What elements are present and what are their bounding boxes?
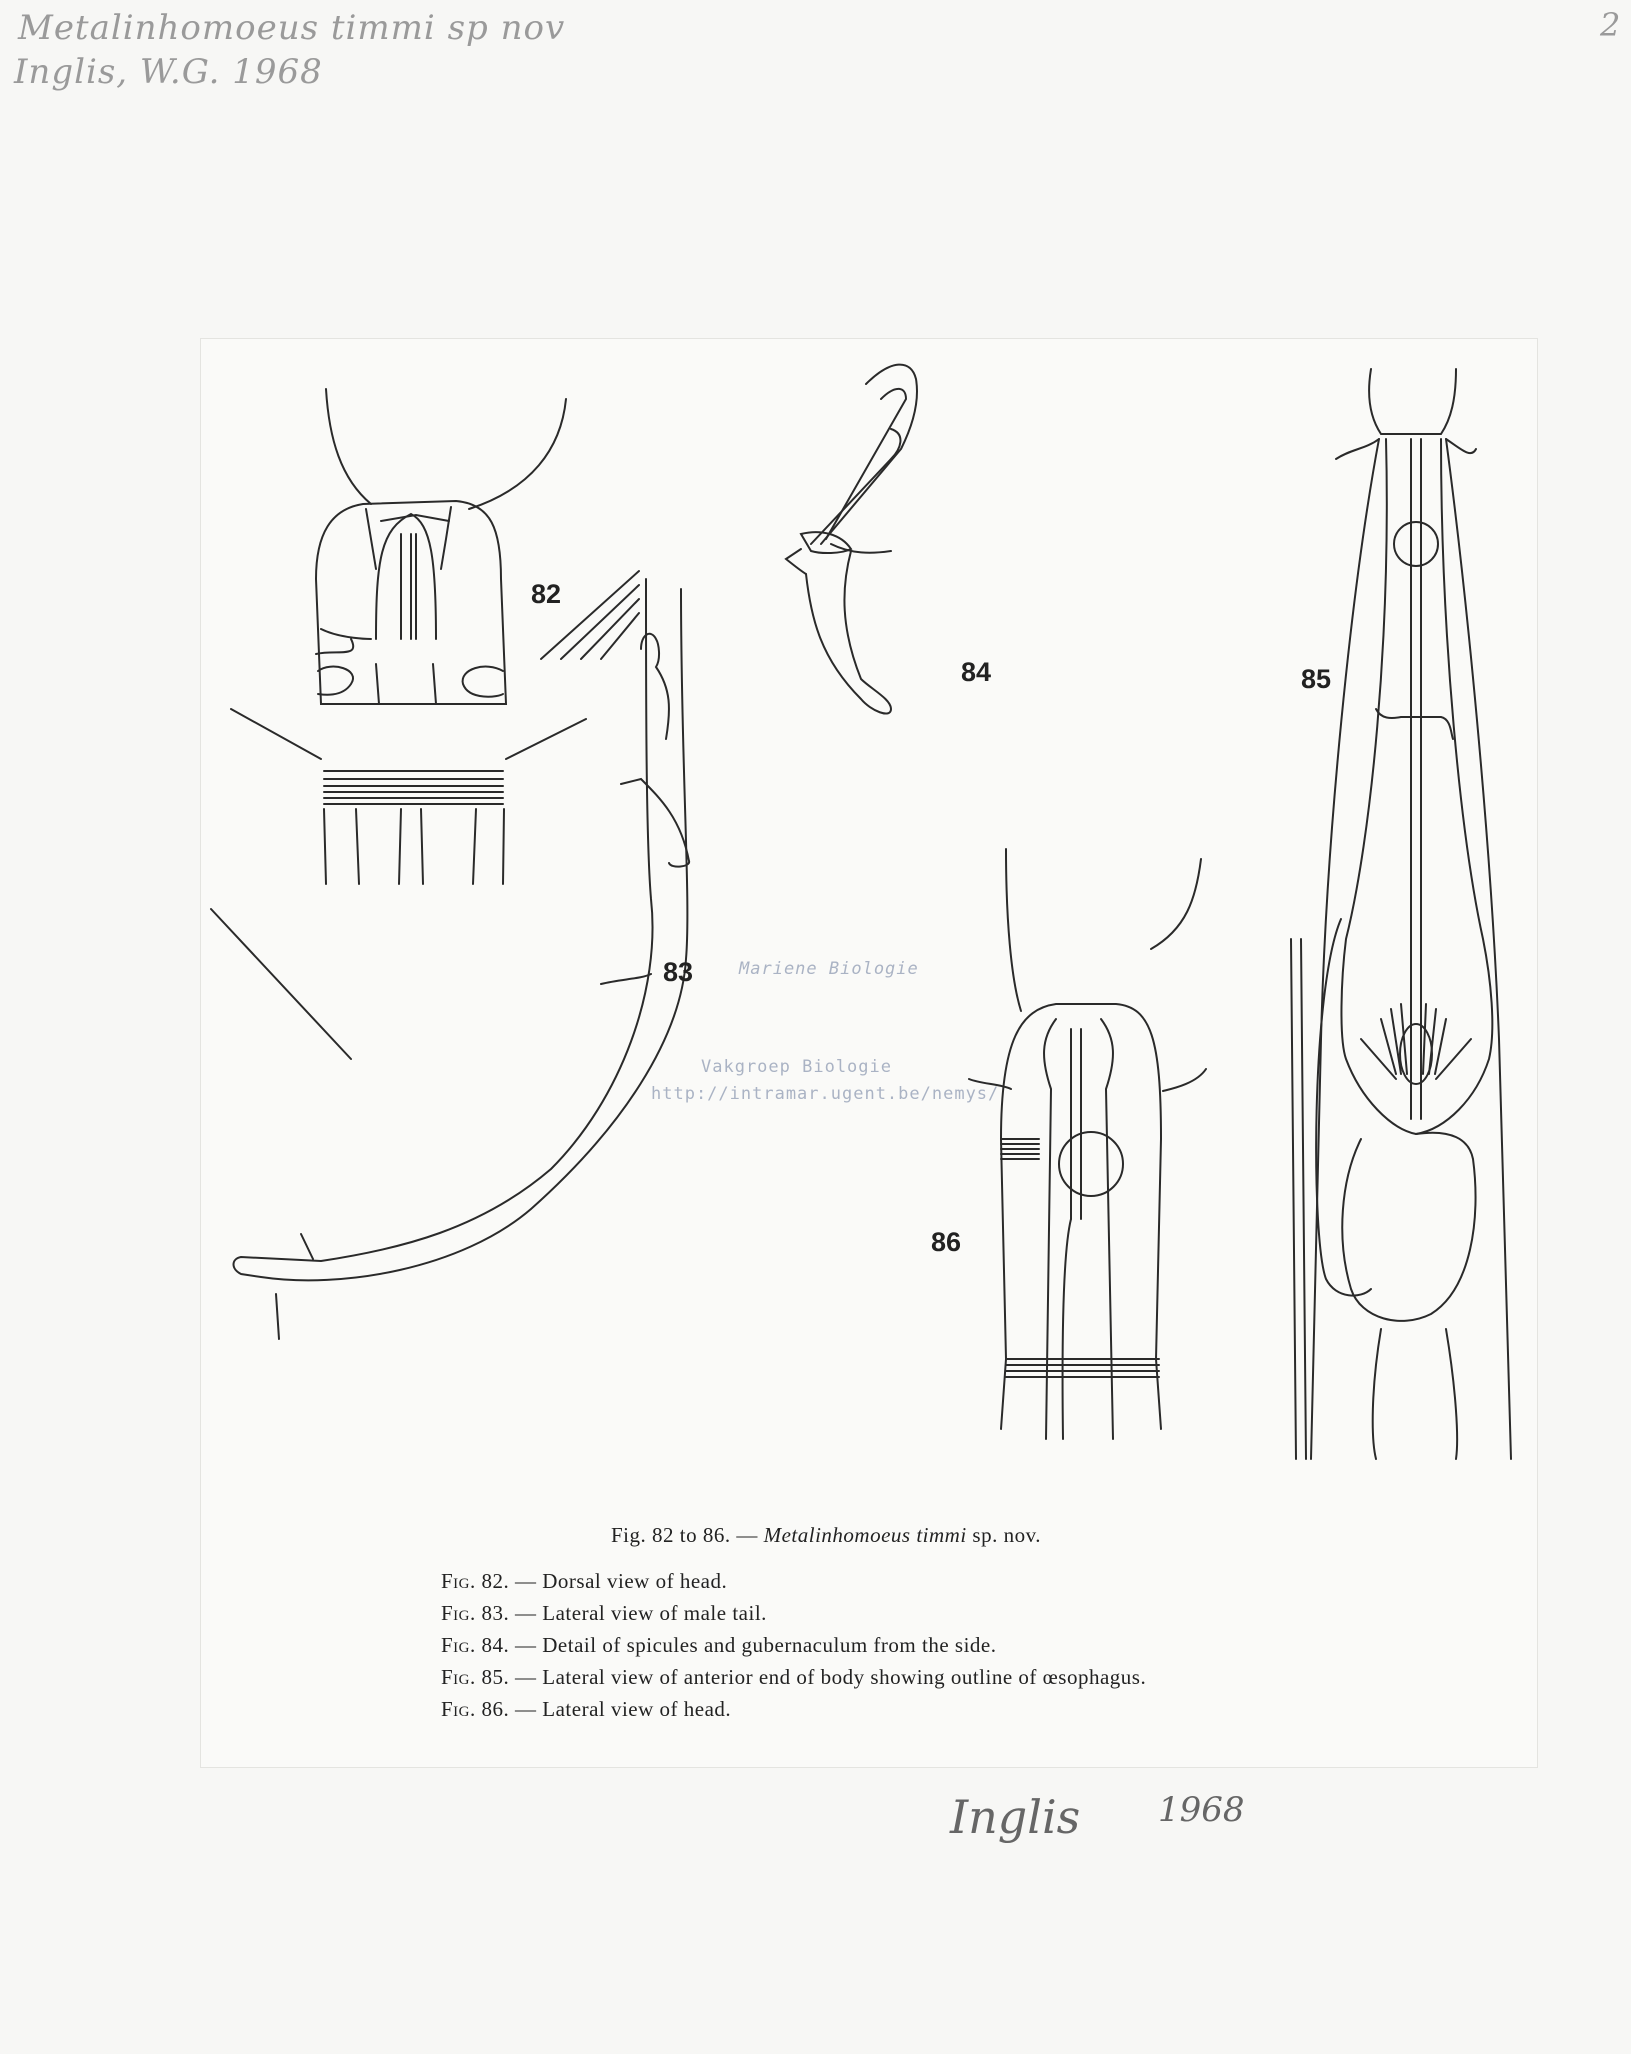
figure-plate — [200, 338, 1538, 1768]
fig84-label: 84 — [961, 657, 992, 687]
caption-heading — [611, 1519, 1441, 1551]
fig83-drawing — [211, 571, 689, 1339]
fig85-label: 85 — [1301, 664, 1332, 694]
fig83-label: 83 — [663, 957, 694, 987]
caption-heading-suffix: sp. nov. — [972, 1523, 1041, 1547]
fig84-drawing — [786, 365, 917, 714]
fig86-label: 86 — [931, 1227, 962, 1257]
caption-label: Fig. 84. — — [441, 1633, 537, 1657]
caption-label: Fig. 82. — — [441, 1569, 537, 1593]
caption-text: Lateral view of head. — [542, 1697, 732, 1721]
handwritten-bottom-year: 1968 — [1158, 1790, 1245, 1830]
handwritten-author-year: Inglis, W.G. 1968 — [14, 52, 323, 92]
caption-label: Fig. 86. — — [441, 1697, 537, 1721]
watermark-line1: Mariene Biologie — [739, 959, 919, 979]
caption-line — [441, 1693, 1441, 1725]
watermark-line2: Vakgroep Biologie — [701, 1057, 892, 1077]
caption-line — [441, 1597, 1441, 1629]
fig86-drawing — [969, 849, 1206, 1439]
nematode-drawings — [201, 339, 1537, 1499]
handwritten-bottom-name: Inglis — [950, 1790, 1081, 1844]
fig85-drawing — [1291, 369, 1511, 1459]
caption-species-name: Metalinhomoeus timmi — [763, 1523, 967, 1547]
handwritten-species-title: Metalinhomoeus timmi sp nov — [18, 8, 566, 48]
caption-text: Detail of spicules and gubernaculum from the side. — [542, 1633, 997, 1657]
fig82-label: 82 — [531, 579, 562, 609]
caption-label: Fig. 85. — — [441, 1665, 537, 1689]
caption-line — [441, 1661, 1441, 1693]
caption-text: Dorsal view of head. — [542, 1569, 728, 1593]
watermark-url: http://intramar.ugent.be/nemys/ — [651, 1084, 1000, 1104]
fig82-drawing — [231, 389, 586, 884]
caption-line — [441, 1629, 1441, 1661]
caption-text: Lateral view of anterior end of body showing outline of œsophagus. — [542, 1665, 1147, 1689]
handwritten-page-number: 2 — [1600, 6, 1621, 44]
caption-text: Lateral view of male tail. — [542, 1601, 767, 1625]
caption-heading-prefix: Fig. 82 to 86. — — [611, 1523, 758, 1547]
caption-label: Fig. 83. — — [441, 1601, 537, 1625]
figure-caption — [441, 1519, 1441, 1725]
caption-line — [441, 1565, 1441, 1597]
